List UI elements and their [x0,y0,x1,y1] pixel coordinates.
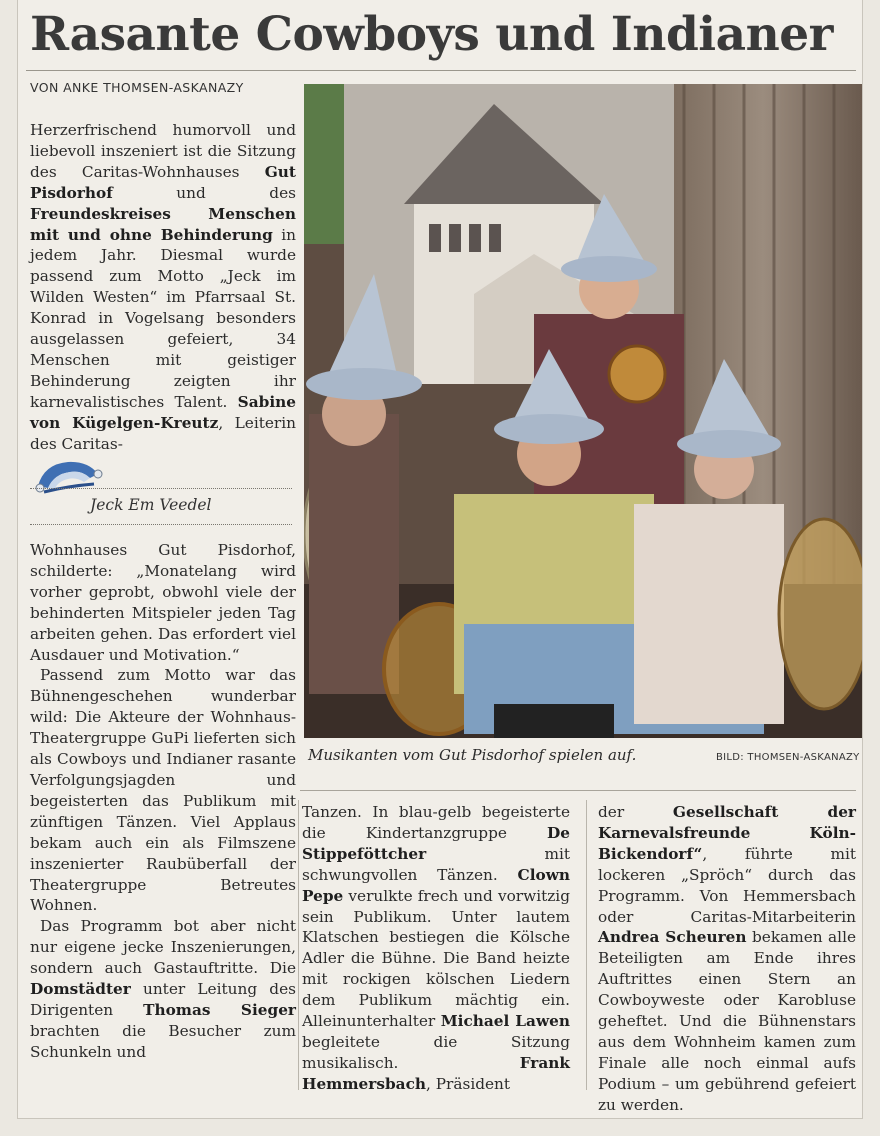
bold-name: De Stippeföttcher [302,823,570,863]
paragraph-1 [30,120,296,455]
text-run: der [598,803,673,821]
column-2 [302,802,570,1095]
text-run: , Leiterin des Caritas- [30,413,296,453]
text-run: mit schwungvollen Tänzen. [302,844,570,884]
photo-musicians-on-stage [304,84,862,738]
paragraph-2: Passend zum Motto war das Bühnengeschehen wunderbar wild: Die Akteure der Wohnhaus-Theatergruppe GuPi lieferten sich als Cowboys und Indianer rasante Verfolgungsjagden und begeisterten das Publikum mit zünftigen Tänzen. Viel Applaus bekam auch ein als Filmszene inszenierter Raubüberfall der Theatergruppe Betreutes Wohnen. [30,666,296,915]
text-run: , führte mit lockeren „Spröch“ durch das Programm. Von Hemmersbach oder Caritas-Mitarbeiterin [598,844,856,926]
bold-name: Sabine von Kügelgen-Kreutz [30,392,296,432]
column-divider-1 [298,800,299,1090]
text-run: und des [112,183,296,202]
article-photo [304,84,862,738]
paragraph-col3 [598,802,856,1116]
headline-rule [26,70,856,71]
byline: VON ANKE THOMSEN-ASKANAZY [30,80,244,95]
text-run: unter Leitung des Dirigenten [30,980,296,1019]
paragraph-1-continued: Wohnhauses Gut Pisdorhof, schilderte: „Monatelang wird vorher geprobt, obwohl viele der behinderten Mitspieler jeden Tag arbeiten gehen. Das erfordert viel Ausdauer und Motivation.“ [30,541,296,664]
caption-rule [300,790,856,791]
bold-name: Gesellschaft der Karnevalsfreunde Köln-Bickendorf“ [598,803,856,863]
bold-name: Clown Pepe [302,865,570,905]
bold-name: Gut Pisdorhof [30,162,296,202]
bold-name: Andrea Scheuren [598,928,747,947]
text-run: , Präsident [426,1074,511,1093]
paragraph-3 [30,916,296,1062]
photo-credit: BILD: THOMSEN-ASKANAZY [716,752,860,763]
logo-divider-top [30,488,292,489]
bold-name: Freundeskreises Menschen mit und ohne Behinderung [30,204,296,244]
logo-label: Jeck Em Veedel [90,496,212,514]
paragraph-col2 [302,802,570,1095]
text-run: in jedem Jahr. Diesmal wurde passend zum Motto „Jeck im Wilden Westen“ im Pfarrsaal St. Konrad in Vogelsang besonders ausgelassen gefeiert, 34 Menschen mit geistiger Behinderung zeigten ihr karnevalistisches Talent. [30,225,296,411]
section-logo [30,446,292,526]
bold-name: Michael Lawen [440,1012,570,1031]
bold-name: Thomas Sieger [143,1000,296,1019]
bold-name: Frank Hemmersbach [302,1053,570,1093]
jester-cap-icon [34,452,104,496]
text-run: Das Programm bot aber nicht nur eigene jecke Inszenierungen, sondern auch Gastauftritte. Die [30,917,296,978]
text-run: bekamen alle Beteiligten am Ende ihres Auftrittes einen Stern an Cowboyweste oder Karobluse geheftet. Und die Bühnenstars aus dem Wohnheim kamen zum Finale alle noch einmal aufs Podium – um gebührend gefeiert zu werden. [598,928,857,1114]
text-run: begleitete die Sitzung musikalisch. [302,1032,570,1072]
text-run: Herzerfrischend humorvoll und liebevoll inszeniert ist die Sitzung des Caritas-Wohnhauses [30,121,296,181]
headline: Rasante Cowboys und Indianer [30,7,833,62]
column-divider-2 [586,800,587,1090]
column-1-top [30,120,296,455]
text-run: brachten die Besucher zum Schunkeln und [30,1021,296,1061]
column-3 [598,802,856,1116]
column-1-bottom [30,540,296,1063]
text-run: Tanzen. In blau-gelb begeisterte die Kindertanzgruppe [302,803,570,842]
bold-name: Domstädter [30,980,131,999]
text-run: verulkte frech und vorwitzig sein Publikum. Unter lautem Klatschen bestiegen die Kölsche Adler die Bühne. Die Band heizte mit rockigen kölschen Liedern dem Publikum mächtig ein. Alleinunterhalter [302,886,570,1031]
photo-caption: Musikanten vom Gut Pisdorhof spielen auf. [308,746,637,764]
logo-divider-bottom [30,524,292,525]
